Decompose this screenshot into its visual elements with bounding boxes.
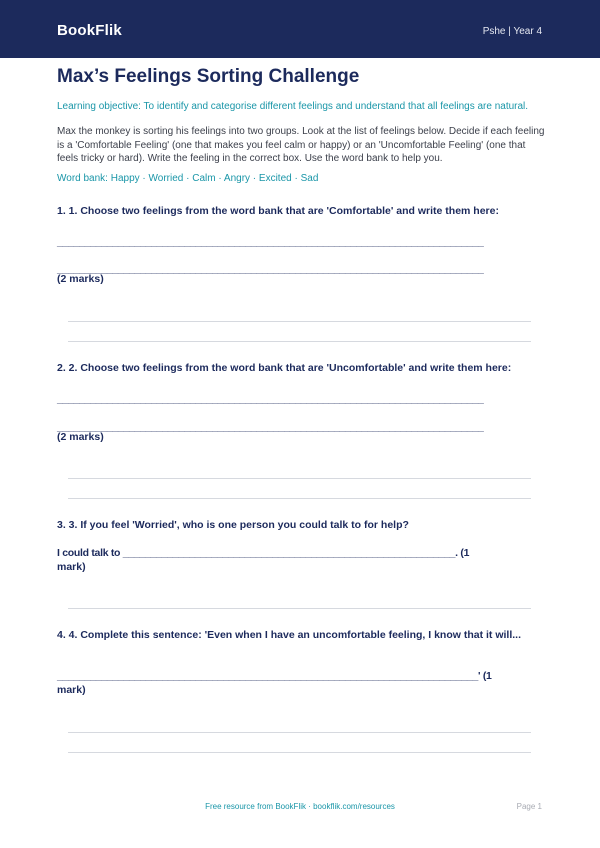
question-4-answer-line[interactable]: ____________________________________________________________________________' (1 bbox=[57, 670, 492, 682]
writing-rule bbox=[68, 752, 531, 753]
question-4-marks: mark) bbox=[57, 684, 86, 696]
question-2-marks: (2 marks) bbox=[57, 431, 104, 443]
worksheet-title: Max’s Feelings Sorting Challenge bbox=[57, 66, 360, 87]
question-2-text: 2. 2. Choose two feelings from the word bank that are 'Uncomfortable' and write them here: bbox=[57, 362, 512, 374]
writing-rule bbox=[68, 341, 531, 342]
question-1-marks: (2 marks) bbox=[57, 273, 104, 285]
writing-rule bbox=[68, 732, 531, 733]
writing-rule bbox=[68, 478, 531, 479]
question-2-answer-line-2[interactable]: _____________________________________________________________________________ bbox=[57, 421, 484, 433]
page-number: Page 1 bbox=[516, 802, 542, 811]
question-1-answer-line-1[interactable]: _____________________________________________________________________________ bbox=[57, 236, 484, 248]
writing-rule bbox=[68, 498, 531, 499]
instructions-paragraph: Max the monkey is sorting his feelings into two groups. Look at the list of feelings below. Decide if each feeling is a 'Comfortable Feeling' (one that makes you feel calm or happy) or an 'Uncomfortable Feeling' (one that feels tricky or hard). Write the feeling in the correct box. Use the word bank to help you. bbox=[57, 126, 545, 164]
question-2-answer-line-1[interactable]: _____________________________________________________________________________ bbox=[57, 393, 484, 405]
question-1-text: 1. 1. Choose two feelings from the word bank that are 'Comfortable' and write them here: bbox=[57, 205, 499, 217]
question-4-text: 4. 4. Complete this sentence: 'Even when I have an uncomfortable feeling, I know that it will... bbox=[57, 629, 522, 641]
question-3-text: 3. 3. If you feel 'Worried', who is one person you could talk to for help? bbox=[57, 519, 409, 531]
learning-objective: Learning objective: To identify and categorise different feelings and understand that all feelings are natural. bbox=[57, 101, 529, 112]
writing-rule bbox=[68, 321, 531, 322]
question-3-answer-line[interactable]: I could talk to ____________________________________________________________. (1 bbox=[57, 547, 470, 559]
question-1-answer-line-2[interactable]: _____________________________________________________________________________ bbox=[57, 263, 484, 275]
writing-rule bbox=[68, 608, 531, 609]
footer-source-link[interactable]: Free resource from BookFlik · bookflik.com/resources bbox=[205, 802, 395, 811]
brand-logo-text[interactable]: BookFlik bbox=[57, 22, 122, 39]
page-header bbox=[0, 0, 600, 58]
word-bank: Word bank: Happy · Worried · Calm · Angry · Excited · Sad bbox=[57, 173, 319, 184]
question-3-marks: mark) bbox=[57, 561, 86, 573]
subject-year-label: Pshe | Year 4 bbox=[482, 26, 542, 37]
